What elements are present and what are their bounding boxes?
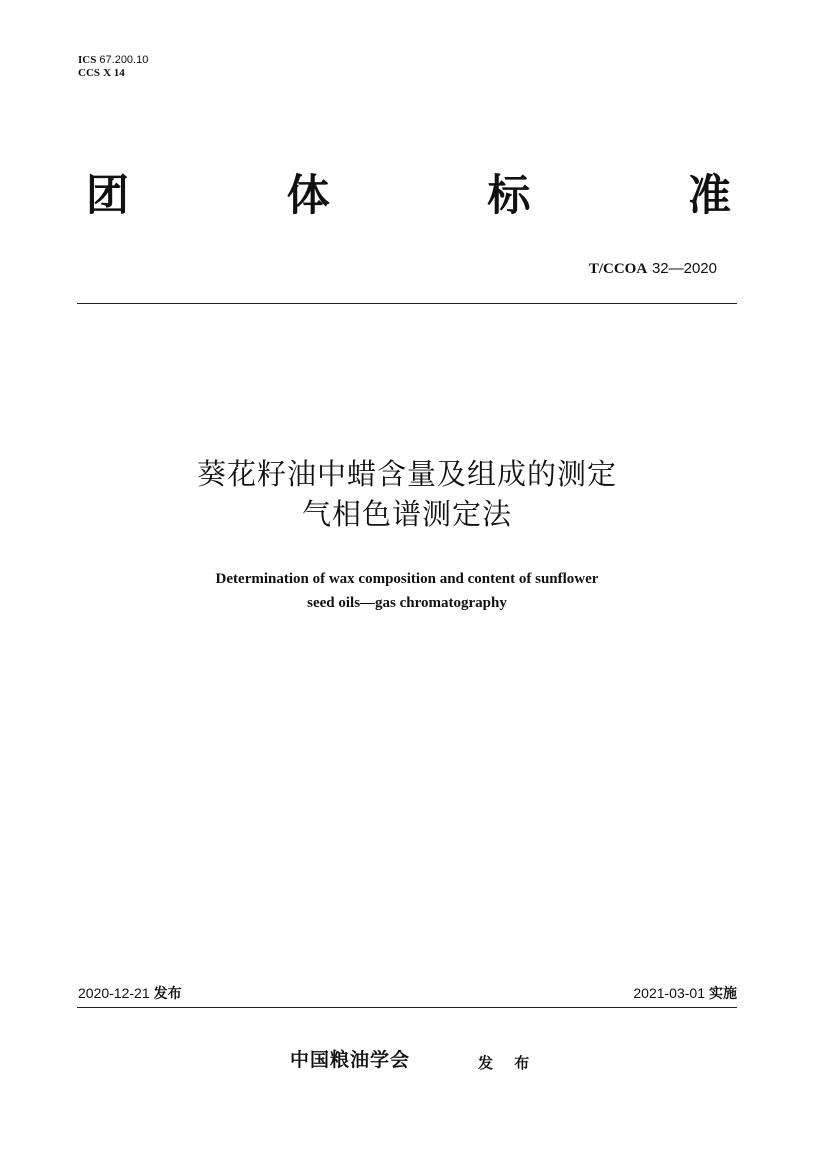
ics-label: ICS [78, 54, 97, 66]
standard-type-char: 标 [487, 171, 531, 221]
chinese-title-line-2: 气相色谱测定法 [301, 497, 512, 531]
publisher-name: 中国粮油学会 [290, 1049, 411, 1071]
implementation-date [633, 983, 737, 1004]
standard-type-char: 准 [687, 171, 731, 221]
ics-code-line [78, 54, 148, 67]
bottom-divider [77, 1007, 737, 1008]
standard-type-char: 体 [286, 171, 330, 221]
release-date [78, 983, 182, 1004]
ccs-code-line [78, 67, 148, 80]
standard-number-value: 32—2020 [651, 260, 717, 277]
implementation-date-value: 2021-03-01 [633, 985, 705, 1001]
release-word: 发布 [153, 986, 182, 1002]
standard-type-heading [86, 168, 731, 224]
standard-type-char: 团 [86, 171, 129, 221]
publish-word: 发 布 [478, 1054, 538, 1072]
top-divider [77, 303, 737, 304]
standard-number [589, 258, 717, 279]
ccs-label: CCS [78, 67, 101, 79]
release-date-value: 2020-12-21 [78, 985, 150, 1001]
standard-number-prefix: T/CCOA [588, 261, 648, 277]
english-title-line-1: Determination of wax composition and content of sunflower [215, 571, 599, 587]
ccs-code: X 14 [103, 67, 125, 79]
ics-code: 67.200.10 [99, 54, 149, 66]
implementation-word: 实施 [709, 986, 737, 1002]
chinese-title-line-1: 葵花籽油中蜡含量及组成的测定 [196, 457, 617, 491]
classification-codes [78, 54, 148, 80]
english-title-line-2: seed oils—gas chromatography [307, 595, 507, 611]
